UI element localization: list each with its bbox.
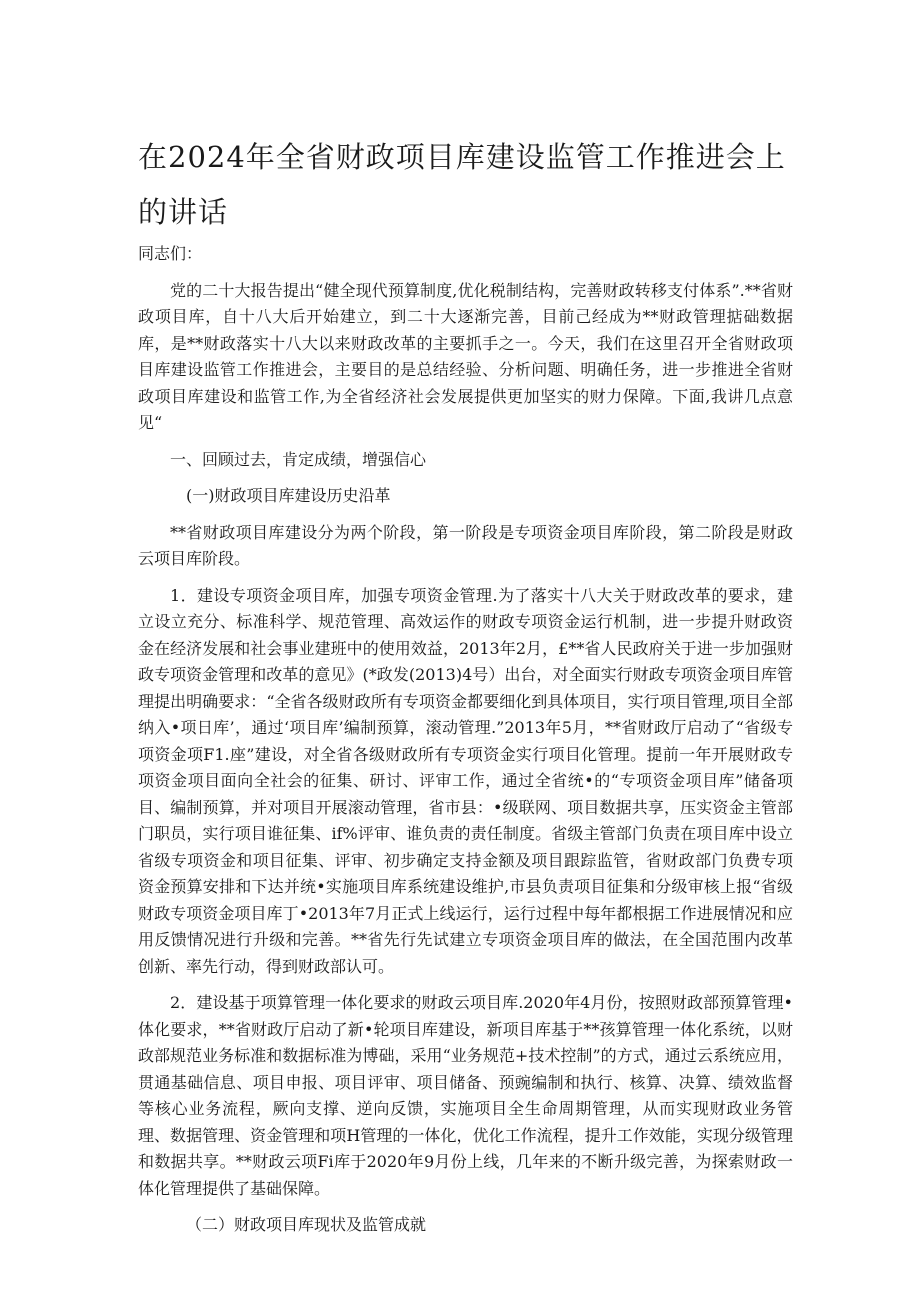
paragraph-stages: **省财政项目库建设分为两个阶段，第一阶段是专项资金项目库阶段，第二阶段是财政云项目库阶段。	[138, 522, 793, 568]
paragraph-item-2: 2．建设基于项算管理一体化要求的财政云项目库.2020年4月份，按照财政部预算管理•体化要求，**省财政厅启动了新•轮项目库建设，新项目库基于**孩算管理一体化系统，以财政部规范业务标准和数据标准为博础，采用“业务规范+技术控制”的方式，通过云系统应用，贯通基础信息、项目申报、项目评审、项目储备、预豌编制和执行、核算、决算、绩效监督等核心业务流程，厥向支撑、逆向反馈，实施项目全生命周期管理，从而实现财政业务管理、数据管理、资金管理和项H管理的一体化，优化工作流程，提升工作效能，实现分级管理和数据共享。**财政云项Fi库于2020年9月份上线，几年来的不断升级完善，为探索财政一体化管理提供了基础保障。	[138, 993, 793, 1198]
paragraph-item-1: 1．建设专项资金项目库，加强专项资金管理.为了落实十八大关于财政改革的要求，建立设立充分、标准科学、规范管理、高效运作的财政专项资金运行机制，进一步提升财政资金在经济发展和社会事业建班中的使用效益，2013年2月，£**省人民政府关于进一步加强财政专项资金管理和改革的意见》(*政发(2013)4号）出台，对全面实行财政专项资金项目库管理提出明确要求：“全省各级财政所有专项资金都要细化到具体项目，实行项目管理,项目全部纳入•项日库’，通过‘项目库’编制预算，滚动管理.”2013年5月，**省财政厅启动了“省级专项资金项F1.座”建设，对全省各级财政所有专项资金实行项目化管理。提前一年开展财政专项资金项目面向全社会的征集、研讨、评审工作，通过全省统•的“专项资金项目库”储备项目、编制预算，并对项目开展滚动管理，省市县：•级联网、项目数据共享，压实资金主管部门职员，实行项目谁征集、if%评审、谁负责的责任制度。省级主管部门负责在项目库中设立省级专项资金和项目征集、评审、初步确定支持金额及项目跟踪监管，省财政部门负费专项资金预算安排和下达并统•实施项目库系统建设维护,市县负责项目征集和分级审核上报“省级财政专项资金项目库丁•2013年7月正式上线运行，运行过程中每年都根据工作进展情况和应用反馈情况进行升级和完善。**省先行先试建立专项资金项目库的做法，在全国范围内改革创新、率先行动，得到财政部认可。	[138, 585, 793, 976]
document-title: 在2024年全省财政项目库建设监管工作推进会上的讲话	[138, 140, 786, 229]
section-heading-1: 一、回顾过去，肯定成绩，增强信心	[170, 449, 427, 469]
subsection-heading-1: (一)财政项目库建设历史沿革	[186, 486, 391, 505]
document-body	[138, 241, 793, 1249]
salutation: 同志们：	[138, 244, 203, 263]
paragraph-intro: 党的二十大报告提出“健全现代预算制度,优化税制结构，完善财政转移支付体系”.**省财政项目库，自十八大后开始建立，到二十大逐渐完善，目前己经成为**财政管理掂础数据库，是**财政落实十八大以来财政改革的主要抓手之一。今天，我们在这里召开全省财政项目库建设监管工作推进会，主要目的是总结经验、分析问题、明确任务，进一步推进全省财政项目库建设和监管工作,为全省经济社会发展提供更加坚实的财力保障。下面,我讲几点意见“	[138, 280, 793, 432]
subsection-heading-2: （二）财政项目库现状及监管成就	[186, 1215, 427, 1234]
